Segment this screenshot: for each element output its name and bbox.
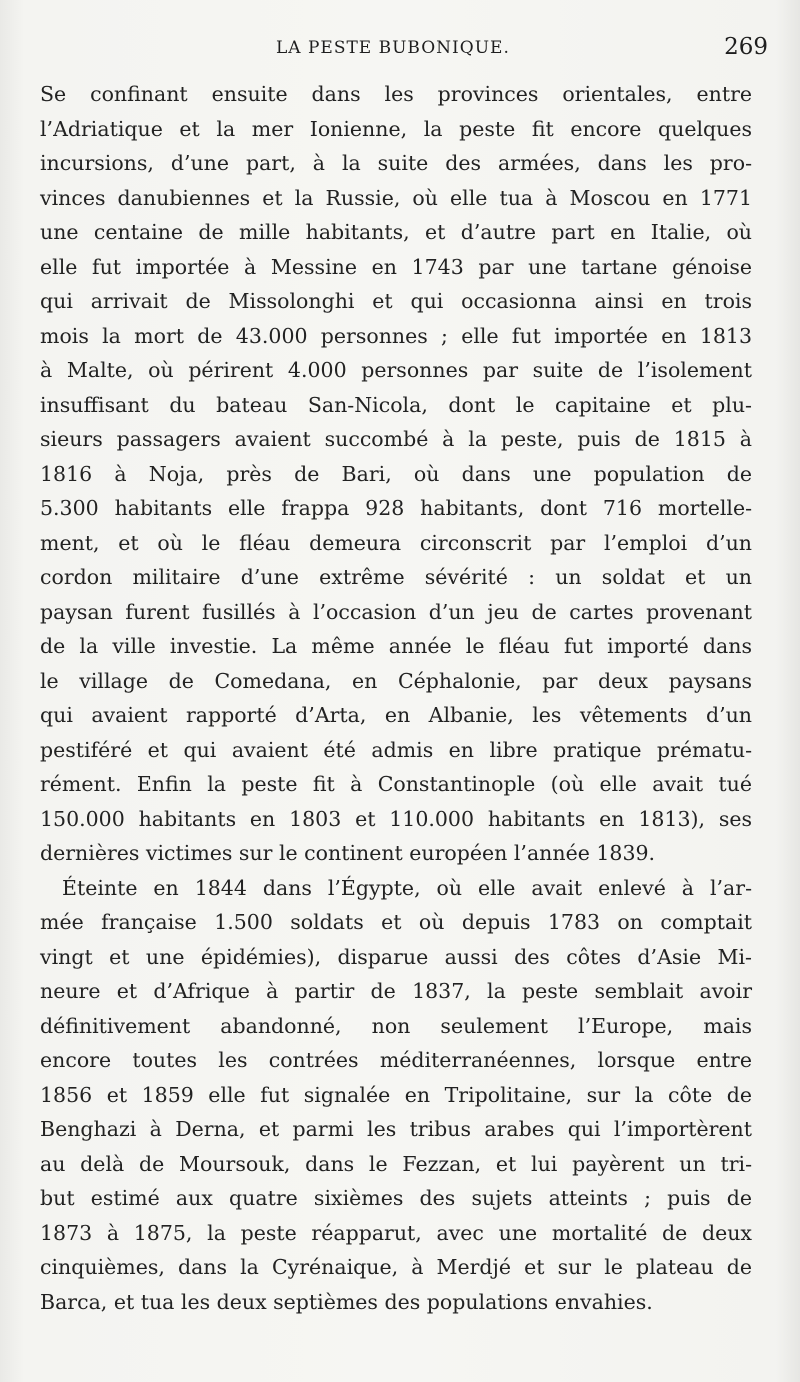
text-line: à Malte, où périrent 4.000 personnes par suite de l’isolement (40, 358, 752, 382)
text-line: incursions, d’une part, à la suite des armées, dans les pro- (40, 151, 752, 175)
text-line: au delà de Moursouk, dans le Fezzan, et lui payèrent un tri- (40, 1151, 752, 1176)
text-line: insuffisant du bateau San-Nicola, dont le capitaine et plu- (40, 392, 752, 417)
text-line: Barca, et tua les deux septièmes des populations envahies. (40, 1289, 653, 1314)
text-line: l’Adriatique et la mer Ionienne, la peste fit encore quelques (40, 116, 752, 141)
text-line: rément. Enfin la peste fit à Constantinople (où elle avait tué (40, 772, 752, 796)
text-line: une centaine de mille habitants, et d’autre part en Italie, où (40, 220, 752, 244)
text-line: le village de Comedana, en Céphalonie, par deux paysans (40, 668, 752, 693)
text-line: 5.300 habitants elle frappa 928 habitants, dont 716 mortelle- (40, 496, 752, 520)
text-line: Se confinant ensuite dans les provinces orientales, entre (40, 82, 752, 106)
body-text (40, 77, 752, 1319)
text-line: sieurs passagers avaient succombé à la peste, puis de 1815 à (40, 427, 752, 451)
text-line: 1873 à 1875, la peste réapparut, avec une mortalité de deux (40, 1220, 752, 1245)
text-line: cordon militaire d’une extrême sévérité : un soldat et un (40, 565, 752, 589)
text-line: pestiféré et qui avaient été admis en libre pratique prématu- (40, 737, 752, 762)
text-line: de la ville investie. La même année le fléau fut importé dans (40, 634, 752, 658)
text-line: vingt et une épidémies), disparue aussi des côtes d’Asie Mi- (40, 944, 752, 969)
page-header (40, 34, 768, 66)
text-line: but estimé aux quatre sixièmes des sujets atteints ; puis de (40, 1186, 752, 1210)
text-line: 1816 à Noja, près de Bari, où dans une population de (40, 461, 752, 486)
text-line: 150.000 habitants en 1803 et 110.000 habitants en 1813), ses (40, 806, 752, 831)
page-number: 269 (724, 34, 768, 60)
text-line: ment, et où le fléau demeura circonscrit par l’emploi d’un (40, 530, 752, 555)
text-line: paysan furent fusillés à l’occasion d’un jeu de cartes provenant (40, 599, 752, 624)
text-line: cinquièmes, dans la Cyrénaique, à Merdjé et sur le plateau de (40, 1255, 752, 1279)
text-line: encore toutes les contrées méditerranéennes, lorsque entre (40, 1048, 752, 1072)
text-line: elle fut importée à Messine en 1743 par une tartane génoise (40, 254, 752, 279)
text-line: qui arrivait de Missolonghi et qui occasionna ainsi en trois (40, 289, 752, 313)
text-line: 1856 et 1859 elle fut signalée en Tripolitaine, sur la côte de (40, 1082, 752, 1107)
text-line: Éteinte en 1844 dans l’Égypte, où elle avait enlevé à l’ar- (62, 875, 752, 900)
text-line: mée française 1.500 soldats et où depuis 1783 on comptait (40, 910, 752, 934)
text-line: mois la mort de 43.000 personnes ; elle fut importée en 1813 (40, 323, 752, 348)
text-line: vinces danubiennes et la Russie, où elle tua à Moscou en 1771 (40, 185, 752, 210)
running-title: LA PESTE BUBONIQUE. (276, 38, 510, 58)
text-line: qui avaient rapporté d’Arta, en Albanie, les vêtements d’un (40, 703, 752, 727)
text-line: définitivement abandonné, non seulement l’Europe, mais (40, 1013, 752, 1038)
text-line: neure et d’Afrique à partir de 1837, la peste semblait avoir (40, 979, 752, 1003)
text-line: Benghazi à Derna, et parmi les tribus arabes qui l’importèrent (40, 1117, 752, 1141)
text-line: dernières victimes sur le continent européen l’année 1839. (40, 841, 656, 865)
